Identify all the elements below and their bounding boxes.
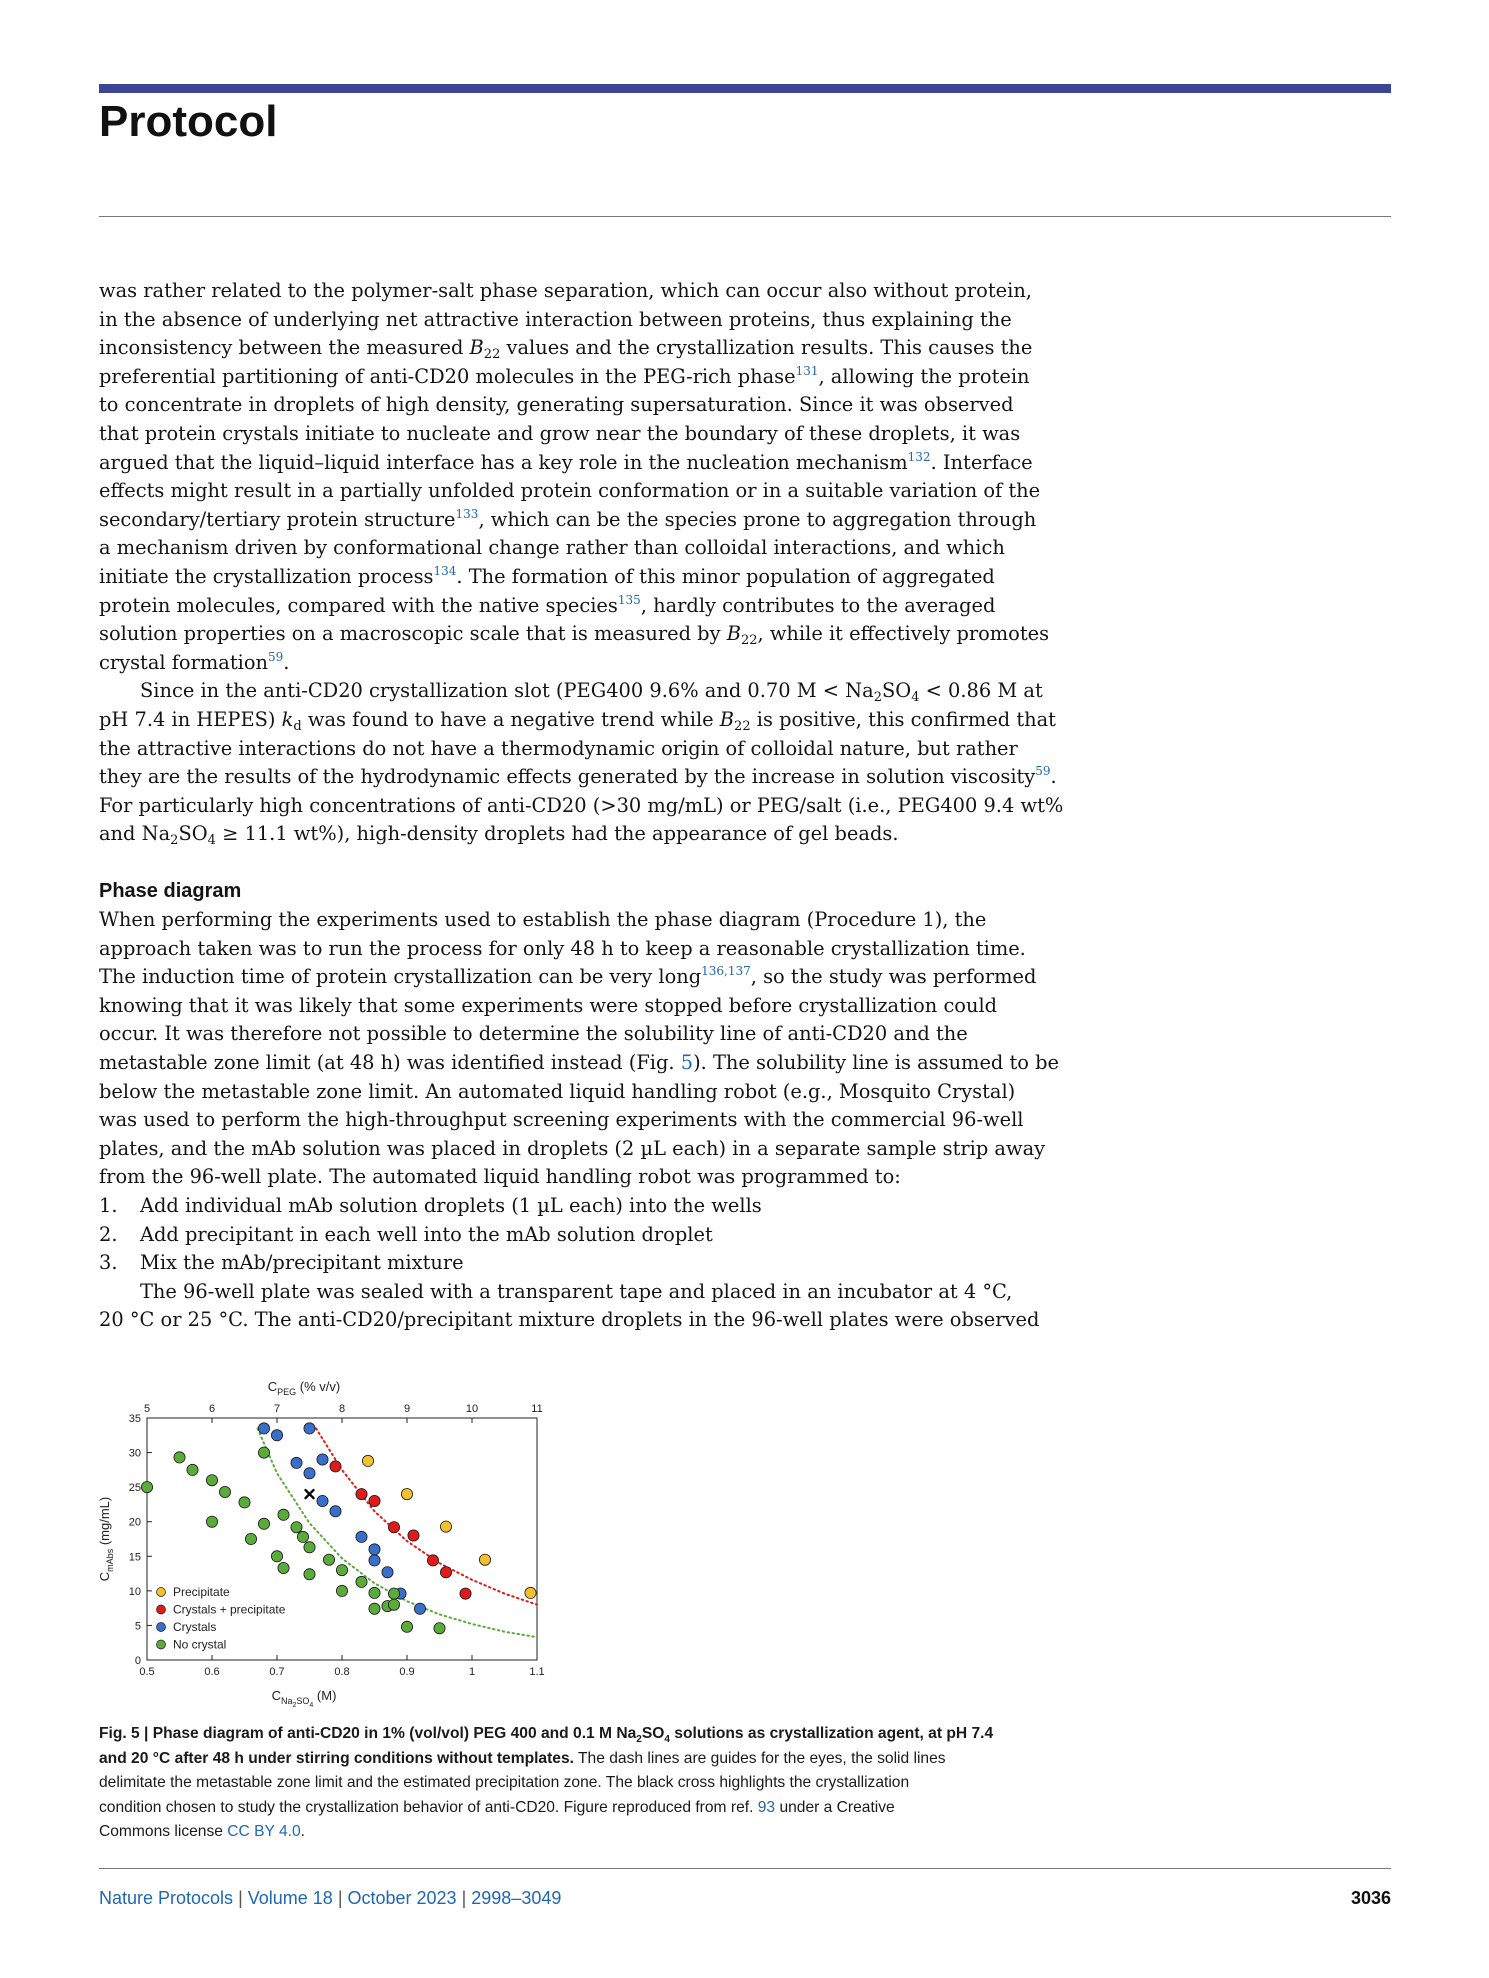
text-line: from the 96-well plate. The automated liquid handling robot was programmed to: (99, 1165, 901, 1189)
data-point-crystals (271, 1430, 282, 1441)
data-point-no-crystal (245, 1533, 256, 1544)
x-tick-label: 1 (468, 1666, 476, 1678)
text-line: was rather related to the polymer-salt phase separation, which can occur also without protein, (99, 279, 1032, 302)
figure-caption (99, 1722, 1059, 1845)
data-point-crystals (369, 1555, 380, 1566)
data-point-crystals-precipitate (440, 1567, 451, 1578)
x-tick-label: 0.9 (399, 1666, 415, 1678)
y-axis-label: $C_{mAbs}$ (mg/mL) (97, 1496, 115, 1582)
text-line: When performing the experiments used to establish the phase diagram (Procedure 1), the (99, 908, 987, 932)
text-line: inconsistency between the measured $B_{22}$ values and the crystallization results. This causes the (99, 336, 1033, 363)
reference-link[interactable]: 59 (267, 649, 284, 664)
data-point-no-crystal (206, 1516, 217, 1527)
top-axis-label: $C_{PEG}$ (% v/v) (267, 1379, 341, 1397)
data-point-no-crystal (434, 1623, 445, 1634)
footer: Nature Protocols | Volume 18 | October 2023 | 2998–3049 3036 (99, 1888, 1391, 1908)
y-tick-label: 30 (128, 1447, 141, 1460)
reference-link[interactable]: 135 (617, 592, 641, 607)
y-tick-label: 10 (128, 1585, 141, 1598)
data-point-no-crystal (401, 1621, 412, 1632)
legend-swatch (157, 1588, 166, 1597)
data-point-no-crystal (336, 1585, 347, 1596)
text-line: and $Na_2SO_4 \ge 11.1$ wt%), high-density droplets had the appearance of gel beads. (99, 822, 899, 849)
data-point-crystals-precipitate (427, 1555, 438, 1566)
y-tick-label: 15 (128, 1551, 141, 1564)
caption-line: condition chosen to study the crystallization behavior of anti-CD20. Figure reproduced from ref. 93 under a Creative (99, 1798, 895, 1816)
text-line: 20 °C or 25 °C. The anti-CD20/precipitant mixture droplets in the 96-well plates were observed (99, 1308, 1040, 1332)
issue-date: October 2023 (347, 1888, 457, 1908)
guide-line (316, 1428, 537, 1604)
data-point-no-crystal (356, 1576, 367, 1587)
x-tick-label: 0.8 (334, 1666, 350, 1678)
top-tick-label: 11 (531, 1403, 543, 1415)
legend-swatch (157, 1640, 166, 1649)
y-tick-label: 35 (128, 1413, 141, 1425)
data-point-crystals (304, 1468, 315, 1479)
text-line: the attractive interactions do not have a thermodynamic origin of colloidal nature, but rather (99, 736, 1018, 760)
text-line: a mechanism driven by conformational change rather than colloidal interactions, and which (99, 536, 1005, 560)
data-point-crystals (258, 1423, 269, 1434)
text-line: pH 7.4 in HEPES) $k_d$ was found to have a negative trend while $B_{22}$ is positive, this confirmed that (99, 707, 1056, 734)
data-point-no-crystal (336, 1565, 347, 1576)
caption-line: Commons license CC BY 4.0. (99, 1823, 305, 1841)
text-line: The induction time of protein crystallization can be very long$^{136,137}$, so the study was performed (99, 964, 1037, 989)
data-point-no-crystal (323, 1554, 334, 1565)
page-range: 2998–3049 (471, 1888, 562, 1908)
data-point-crystals (291, 1457, 302, 1468)
data-point-no-crystal (388, 1599, 399, 1610)
text-line: initiate the crystallization process$^{134}$. The formation of this minor population of aggregated (99, 563, 995, 588)
data-point-crystals-precipitate (460, 1588, 471, 1599)
data-point-precipitate (479, 1554, 490, 1565)
text-line: to concentrate in droplets of high density, generating supersaturation. Since it was observed (99, 393, 1014, 417)
data-point-no-crystal (388, 1588, 399, 1599)
data-point-no-crystal (219, 1486, 230, 1497)
data-point-crystals (369, 1544, 380, 1555)
data-point-no-crystal (239, 1497, 250, 1508)
text-line: below the metastable zone limit. An automated liquid handling robot (e.g., Mosquito Crystal) (99, 1079, 1016, 1103)
text-line: plates, and the mAb solution was placed in droplets (2 µL each) in a separate sample strip away (99, 1136, 1046, 1160)
subheading: Phase diagram (99, 880, 242, 903)
top-tick-label: 7 (273, 1403, 281, 1415)
data-point-no-crystal (369, 1587, 380, 1598)
data-point-no-crystal (206, 1475, 217, 1486)
x-axis-label: $C_{Na2}^{SO}_4$ (M) (271, 1688, 337, 1709)
data-point-crystals-precipitate (388, 1522, 399, 1533)
reference-link[interactable]: 131 (795, 363, 819, 378)
text-line: in the absence of underlying net attractive interaction between proteins, thus explaining the (99, 307, 1012, 331)
legend-label: Precipitate (173, 1585, 230, 1599)
text-line: metastable zone limit (at 48 h) was identified instead (Fig. 5). The solubility line is assumed to be (99, 1051, 1060, 1075)
text-line: they are the results of the hydrodynamic effects generated by the increase in solution viscosity$^{59}$. (99, 764, 1057, 789)
top-tick-label: 8 (338, 1403, 346, 1415)
text-line: protein molecules, compared with the native species$^{135}$, hardly contributes to the averaged (99, 592, 996, 617)
y-tick-label: 25 (128, 1482, 141, 1495)
data-point-precipitate (401, 1489, 412, 1500)
data-point-precipitate (525, 1587, 536, 1598)
text-line: solution properties on a macroscopic scale that is measured by $B_{22}$, while it effectively promotes (99, 622, 1050, 649)
data-point-no-crystal (297, 1531, 308, 1542)
list-item: 1. Add individual mAb solution droplets (1 µL each) into the wells (99, 1194, 762, 1217)
caption-line: and 20 °C after 48 h under stirring conditions without templates. The dash lines are guides for the eyes, the solid lines (99, 1749, 946, 1767)
y-tick-label: 20 (128, 1516, 141, 1529)
data-point-no-crystal (304, 1542, 315, 1553)
legend-label: Crystals (173, 1620, 217, 1634)
y-tick-label: 0 (134, 1655, 141, 1667)
text-line: Since in the anti-CD20 crystallization slot (PEG400 9.6% and 0.70 $M < Na_2SO_4 < 0.86$ M at (140, 679, 1043, 706)
x-tick-label: 0.7 (269, 1666, 285, 1678)
license-link[interactable]: CC BY 4.0 (227, 1823, 301, 1841)
reference-link[interactable]: 132 (907, 449, 931, 464)
x-tick-label: 0.5 (139, 1666, 155, 1678)
data-point-no-crystal (278, 1562, 289, 1573)
data-point-no-crystal (369, 1603, 380, 1614)
data-point-no-crystal (291, 1522, 302, 1533)
x-tick-label: 1.1 (529, 1666, 545, 1678)
data-point-no-crystal (187, 1464, 198, 1475)
data-point-no-crystal (141, 1482, 152, 1493)
figure-phase-diagram (95, 1373, 555, 1723)
text-line: occur. It was therefore not possible to determine the solubility line of anti-CD20 and the (99, 1022, 968, 1046)
data-point-precipitate (362, 1455, 373, 1466)
data-point-no-crystal (278, 1509, 289, 1520)
data-point-crystals (414, 1603, 425, 1614)
list-item: 3. Mix the mAb/precipitant mixture (99, 1251, 464, 1275)
footer-rule (99, 1868, 1391, 1869)
caption-line: delimitate the metastable zone limit and the estimated precipitation zone. The black cross highlights the crystallization (99, 1774, 910, 1792)
data-point-crystals (304, 1423, 315, 1434)
top-tick-label: 9 (403, 1403, 411, 1415)
data-point-crystals (382, 1567, 393, 1578)
figure-link[interactable]: 5 (680, 1051, 694, 1075)
text-line: secondary/tertiary protein structure$^{133}$, which can be the species prone to aggregation through (99, 506, 1037, 531)
list-item: 2. Add precipitant in each well into the mAb solution droplet (99, 1222, 713, 1246)
text-line: argued that the liquid–liquid interface has a key role in the nucleation mechanism$^{132}$. Interface (99, 449, 1033, 474)
text-line: that protein crystals initiate to nucleate and grow near the boundary of these droplets, it was (99, 421, 1021, 445)
data-point-crystals (317, 1454, 328, 1465)
volume: Volume 18 (247, 1888, 333, 1908)
header-rule (99, 216, 1391, 217)
reference-link[interactable]: 93 (757, 1798, 776, 1816)
reference-link[interactable]: 136,137 (701, 964, 751, 979)
legend-label: No crystal (173, 1637, 227, 1652)
data-point-crystals (330, 1506, 341, 1517)
reference-link[interactable]: 134 (433, 563, 457, 578)
caption-line: Fig. 5 | Phase diagram of anti-CD20 in 1% (vol/vol) PEG 400 and 0.1 M $Na_2SO_4$ solutions as crystallization agent, at pH 7.4 (99, 1725, 994, 1745)
top-tick-label: 6 (208, 1403, 216, 1415)
data-point-no-crystal (304, 1569, 315, 1580)
text-line: For particularly high concentrations of anti-CD20 (>30 mg/mL) or PEG/salt (i.e., PEG400 9.4 wt% (99, 793, 1064, 817)
data-point-no-crystal (271, 1551, 282, 1562)
text-line: effects might result in a partially unfolded protein conformation or in a suitable variation of the (99, 479, 1041, 503)
header-accent-bar (99, 84, 1391, 93)
phase-diagram-chart (95, 1373, 555, 1723)
page-number: 3036 (1350, 1888, 1391, 1908)
text-line: preferential partitioning of anti-CD20 molecules in the PEG-rich phase$^{131}$, allowing the protein (99, 363, 1030, 388)
text-line: knowing that it was likely that some experiments were stopped before crystallization could (99, 993, 998, 1017)
data-point-crystals (317, 1495, 328, 1506)
data-point-precipitate (440, 1521, 451, 1532)
data-point-no-crystal (258, 1518, 269, 1529)
reference-link[interactable]: 133 (455, 506, 479, 521)
journal-name[interactable]: Nature Protocols (99, 1888, 234, 1908)
paragraph-gap (99, 849, 1059, 878)
text-line: crystal formation$^{59}$. (99, 649, 290, 674)
legend-swatch (157, 1623, 166, 1632)
data-point-crystals-precipitate (369, 1495, 380, 1506)
data-point-crystals (356, 1531, 367, 1542)
data-point-no-crystal (174, 1452, 185, 1463)
y-tick-label: 5 (134, 1620, 141, 1633)
reference-link[interactable]: 59 (1035, 764, 1051, 779)
text-line: The 96-well plate was sealed with a transparent tape and placed in an incubator at 4 °C, (140, 1279, 1013, 1303)
text-line: was used to perform the high-throughput screening experiments with the commercial 96-well (99, 1108, 1024, 1132)
body-text (99, 277, 1064, 1335)
data-point-crystals-precipitate (356, 1489, 367, 1500)
data-point-crystals-precipitate (330, 1461, 341, 1472)
data-point-no-crystal (258, 1447, 269, 1458)
top-tick-label: 10 (465, 1403, 479, 1415)
legend-label: Crystals + precipitate (173, 1602, 286, 1617)
top-tick-label: 5 (143, 1403, 151, 1415)
text-line: approach taken was to run the process for only 48 h to keep a reasonable crystallization time. (99, 936, 1026, 960)
section-title: Protocol (99, 97, 278, 146)
x-tick-label: 0.6 (204, 1666, 220, 1678)
chosen-condition-cross (306, 1490, 314, 1498)
legend-swatch (157, 1605, 166, 1614)
data-point-crystals-precipitate (408, 1530, 419, 1541)
